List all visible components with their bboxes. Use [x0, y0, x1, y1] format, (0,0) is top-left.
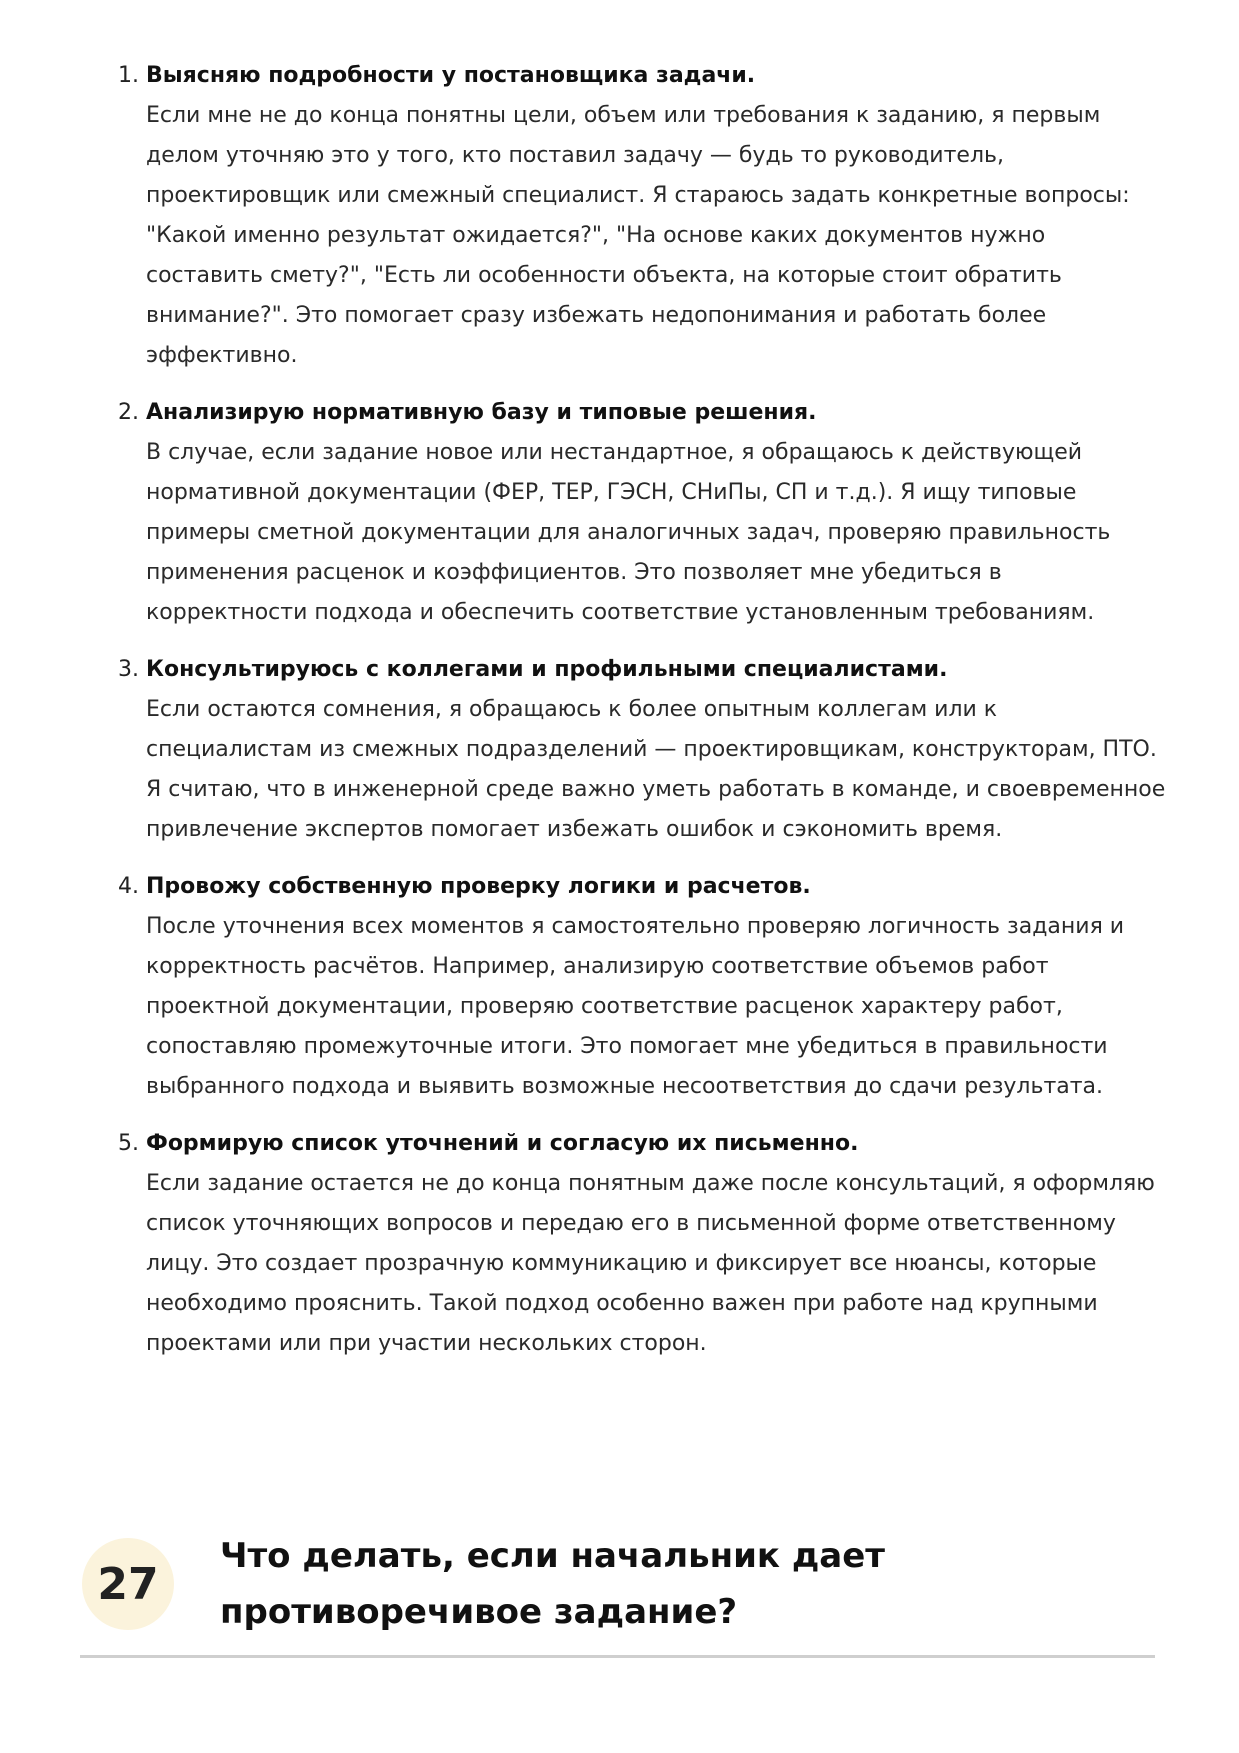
- list-item-title: Анализирую нормативную базу и типовые решения.: [146, 400, 817, 425]
- list-item: [118, 1124, 1168, 1364]
- list-item-title: Провожу собственную проверку логики и расчетов.: [146, 874, 811, 899]
- question-number-badge: 27: [82, 1538, 174, 1630]
- list-item-body: Если остаются сомнения, я обращаюсь к более опытным коллегам или к специалистам из смежных подразделений — проектировщикам, конструкторам, ПТО. Я считаю, что в инженерной среде важно уметь работать в команде, и своевременное привлечение экспертов помогает избежать ошибок и сэкономить время.: [146, 697, 1166, 842]
- list-item-number: 5.: [118, 1131, 139, 1156]
- list-item: [118, 867, 1168, 1107]
- list-item-body: Если задание остается не до конца понятным даже после консультаций, я оформляю список уточняющих вопросов и передаю его в письменной форме ответственному лицу. Это создает прозрачную коммуникацию и фиксирует все нюансы, которые необходимо прояснить. Такой подход особенно важен при работе над крупными проектами или при участии нескольких сторон.: [146, 1171, 1155, 1356]
- list-item-title: Формирую список уточнений и согласую их письменно.: [146, 1131, 859, 1156]
- list-item: [118, 650, 1168, 850]
- list-item-number: 1.: [118, 63, 139, 88]
- list-item-number: 3.: [118, 657, 139, 682]
- list-item: [118, 393, 1168, 633]
- list-item-body: В случае, если задание новое или нестандартное, я обращаюсь к действующей нормативной документации (ФЕР, ТЕР, ГЭСН, СНиПы, СП и т.д.). Я ищу типовые примеры сметной документации для аналогичных задач, проверяю правильность применения расценок и коэффициентов. Это позволяет мне убедиться в корректности подхода и обеспечить соответствие установленным требованиям.: [146, 440, 1111, 625]
- list-item-body: После уточнения всех моментов я самостоятельно проверяю логичность задания и корректность расчётов. Например, анализирую соответствие объемов работ проектной документации, проверяю соответствие расценок характеру работ, сопоставляю промежуточные итоги. Это помогает мне убедиться в правильности выбранного подхода и выявить возможные несоответствия до сдачи результата.: [146, 914, 1125, 1099]
- answer-list: [118, 56, 1168, 1381]
- question-title: Что делать, если начальник дает противоречивое задание?: [220, 1536, 885, 1632]
- list-item-body: Если мне не до конца понятны цели, объем или требования к заданию, я первым делом уточняю это у того, кто поставил задачу — будь то руководитель, проектировщик или смежный специалист. Я стараюсь задать конкретные вопросы: "Какой именно результат ожидается?", "На основе каких документов нужно составить смету?", "Есть ли особенности объекта, на которые стоит обратить внимание?". Это помогает сразу избежать недопонимания и работать более эффективно.: [146, 103, 1130, 368]
- question-header: [80, 1528, 1155, 1658]
- list-item-number: 4.: [118, 874, 139, 899]
- list-item-title: Консультируюсь с коллегами и профильными специалистами.: [146, 657, 948, 682]
- list-item: [118, 56, 1168, 376]
- list-item-number: 2.: [118, 400, 139, 425]
- list-item-title: Выясняю подробности у постановщика задачи.: [146, 63, 756, 88]
